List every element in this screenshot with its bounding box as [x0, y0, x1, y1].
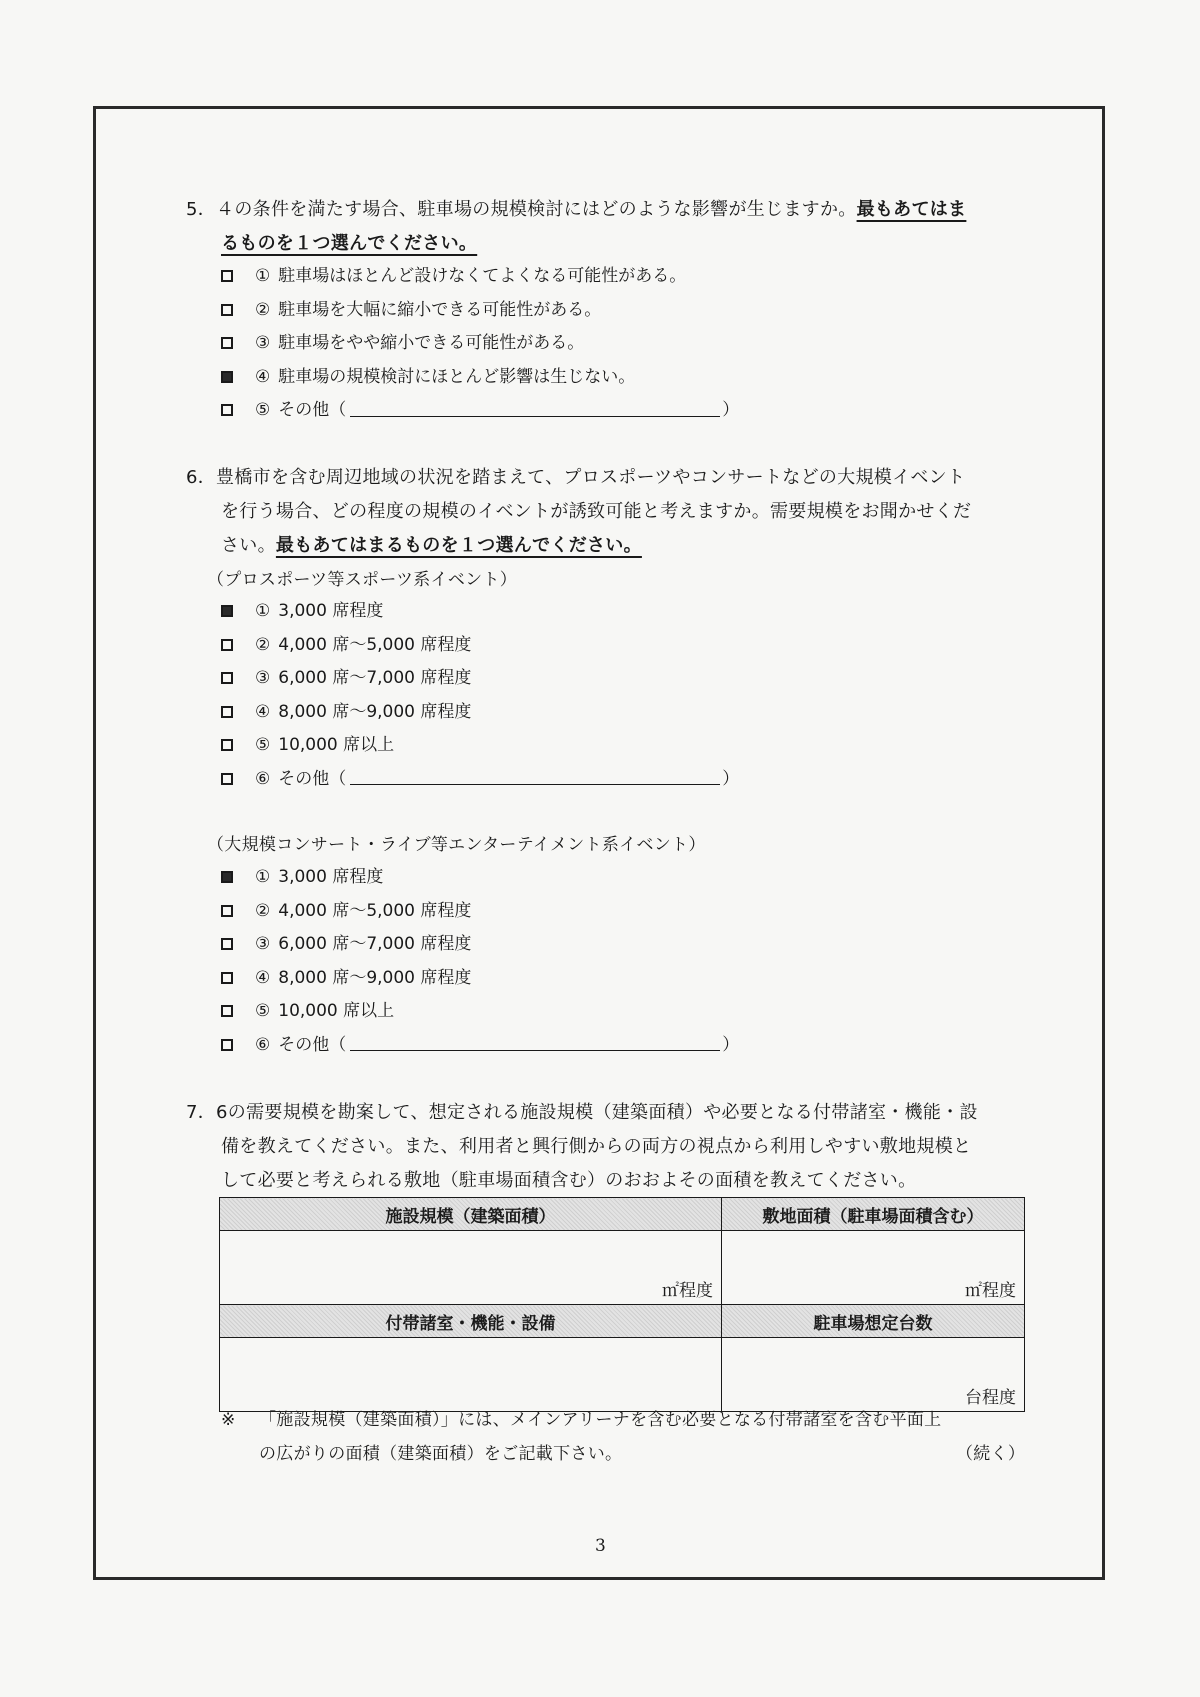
option-row[interactable]	[221, 394, 739, 426]
option-row[interactable]	[221, 629, 471, 661]
option-label: 駐車場を大幅に縮小できる可能性がある。	[278, 299, 602, 320]
option-row[interactable]	[221, 294, 601, 326]
table-header-facilities: 付帯諸室・機能・設備	[220, 1305, 722, 1338]
option-label: その他（	[278, 768, 347, 789]
option-label: 6,000 席～7,000 席程度	[278, 934, 472, 954]
option-row[interactable]	[221, 729, 394, 761]
unit-cars: 台程度	[965, 1388, 1016, 1408]
q7-line1: 7．6の需要規模を勘案して、想定される施設規模（建築面積）や必要となる付帯諸室・機能・設	[186, 1102, 978, 1123]
checkbox[interactable]	[221, 739, 233, 751]
facility-scale-input[interactable]	[220, 1231, 722, 1305]
option-number: ③	[255, 934, 271, 954]
option-row[interactable]	[221, 928, 471, 960]
q7-line2: 備を教えてください。また、利用者と興行側からの両方の視点から利用しやすい敷地規模と	[221, 1136, 972, 1157]
other-text-input[interactable]	[350, 764, 720, 785]
checkbox-checked[interactable]	[221, 371, 233, 383]
option-row[interactable]	[221, 260, 686, 292]
option-number: ③	[255, 668, 271, 688]
option-number: ③	[255, 333, 271, 353]
q5-text: 5．４の条件を満たす場合、駐車場の規模検討にはどのような影響が生じますか。	[186, 199, 857, 220]
checkbox[interactable]	[221, 972, 233, 984]
q6-line2: を行う場合、どの程度の規模のイベントが誘致可能と考えますか。需要規模をお聞かせくだ	[221, 501, 972, 522]
option-row[interactable]	[221, 763, 739, 795]
checkbox[interactable]	[221, 706, 233, 718]
note-mark: ※	[221, 1410, 236, 1430]
option-label: 3,000 席程度	[278, 867, 384, 887]
option-number: ⑤	[255, 400, 271, 420]
other-text-input[interactable]	[350, 396, 720, 417]
option-number: ④	[255, 967, 271, 988]
unit-sqm: ㎡程度	[662, 1281, 713, 1301]
option-row[interactable]	[221, 962, 471, 994]
option-row[interactable]	[221, 595, 383, 627]
q6-concert-heading: （大規模コンサート・ライブ等エンターテイメント系イベント）	[207, 835, 706, 855]
q7-answer-table	[219, 1197, 1025, 1412]
option-row[interactable]	[221, 327, 584, 359]
option-number: ④	[255, 701, 271, 722]
q7-line3: して必要と考えられる敷地（駐車場面積含む）のおおよその面積を教えてください。	[221, 1170, 917, 1191]
facilities-input[interactable]	[220, 1338, 722, 1412]
option-label: 6,000 席～7,000 席程度	[278, 668, 472, 688]
option-number: ①	[255, 867, 271, 887]
q6-sports-heading: （プロスポーツ等スポーツ系イベント）	[207, 570, 518, 590]
note-line1: 「施設規模（建築面積）」には、メインアリーナを含む必要となる付帯諸室を含む平面上	[259, 1410, 942, 1430]
checkbox[interactable]	[221, 938, 233, 950]
option-number: ②	[255, 299, 271, 320]
q5-instruction-b: るものを１つ選んでください。	[221, 233, 478, 254]
option-number: ②	[255, 900, 271, 921]
option-label: 駐車場の規模検討にほとんど影響は生じない。	[278, 366, 636, 387]
option-label: 駐車場をやや縮小できる可能性がある。	[278, 333, 585, 353]
q5-line1	[186, 194, 966, 226]
option-label: 10,000 席以上	[278, 1001, 395, 1021]
checkbox-checked[interactable]	[221, 605, 233, 617]
option-number: ①	[255, 266, 271, 286]
checkbox-checked[interactable]	[221, 871, 233, 883]
option-row[interactable]	[221, 1029, 739, 1061]
option-label: 4,000 席～5,000 席程度	[278, 900, 472, 921]
unit-sqm: ㎡程度	[965, 1281, 1016, 1301]
checkbox[interactable]	[221, 270, 233, 282]
continued-label: （続く）	[956, 1444, 1026, 1464]
option-number: ①	[255, 601, 271, 621]
option-label: 駐車場はほとんど設けなくてよくなる可能性がある。	[278, 266, 687, 286]
q6-text3: さい。	[221, 535, 276, 556]
checkbox[interactable]	[221, 304, 233, 316]
table-header-facility-scale: 施設規模（建築面積）	[220, 1198, 722, 1231]
q5-line2	[221, 228, 477, 260]
option-label: 3,000 席程度	[278, 601, 384, 621]
option-label: 10,000 席以上	[278, 735, 395, 755]
option-number: ⑤	[255, 735, 271, 755]
other-text-input[interactable]	[350, 1030, 720, 1051]
checkbox[interactable]	[221, 337, 233, 349]
q6-line1: 6．豊橋市を含む周辺地域の状況を踏まえて、プロスポーツやコンサートなどの大規模イベント	[186, 467, 966, 488]
option-number: ④	[255, 366, 271, 387]
option-row[interactable]	[221, 895, 471, 927]
parking-count-input[interactable]	[722, 1338, 1025, 1412]
option-label: その他（	[278, 1034, 347, 1055]
option-row[interactable]	[221, 696, 471, 728]
checkbox[interactable]	[221, 1039, 233, 1051]
close-paren: ）	[722, 1034, 740, 1055]
option-label: 8,000 席～9,000 席程度	[278, 701, 472, 722]
checkbox[interactable]	[221, 672, 233, 684]
option-row[interactable]	[221, 995, 394, 1027]
page-number: 3	[595, 1536, 606, 1556]
checkbox[interactable]	[221, 905, 233, 917]
option-number: ⑥	[255, 768, 271, 789]
q5-instruction-a: 最もあてはま	[856, 199, 967, 220]
option-label: 8,000 席～9,000 席程度	[278, 967, 472, 988]
option-number: ②	[255, 634, 271, 655]
option-row[interactable]	[221, 861, 383, 893]
q6-instruction: 最もあてはまるものを１つ選んでください。	[275, 535, 642, 556]
table-header-parking-count: 駐車場想定台数	[722, 1305, 1025, 1338]
checkbox[interactable]	[221, 773, 233, 785]
checkbox[interactable]	[221, 639, 233, 651]
option-row[interactable]	[221, 662, 471, 694]
close-paren: ）	[722, 768, 740, 789]
close-paren: ）	[722, 400, 740, 420]
checkbox[interactable]	[221, 404, 233, 416]
checkbox[interactable]	[221, 1005, 233, 1017]
table-header-site-area: 敷地面積（駐車場面積含む）	[722, 1198, 1025, 1231]
q6-line3	[221, 530, 642, 562]
option-number: ⑤	[255, 1001, 271, 1021]
option-row[interactable]	[221, 361, 635, 393]
note-line2: の広がりの面積（建築面積）をご記載下さい。	[259, 1444, 623, 1464]
site-area-input[interactable]	[722, 1231, 1025, 1305]
option-number: ⑥	[255, 1034, 271, 1055]
option-label: その他（	[278, 400, 347, 420]
option-label: 4,000 席～5,000 席程度	[278, 634, 472, 655]
